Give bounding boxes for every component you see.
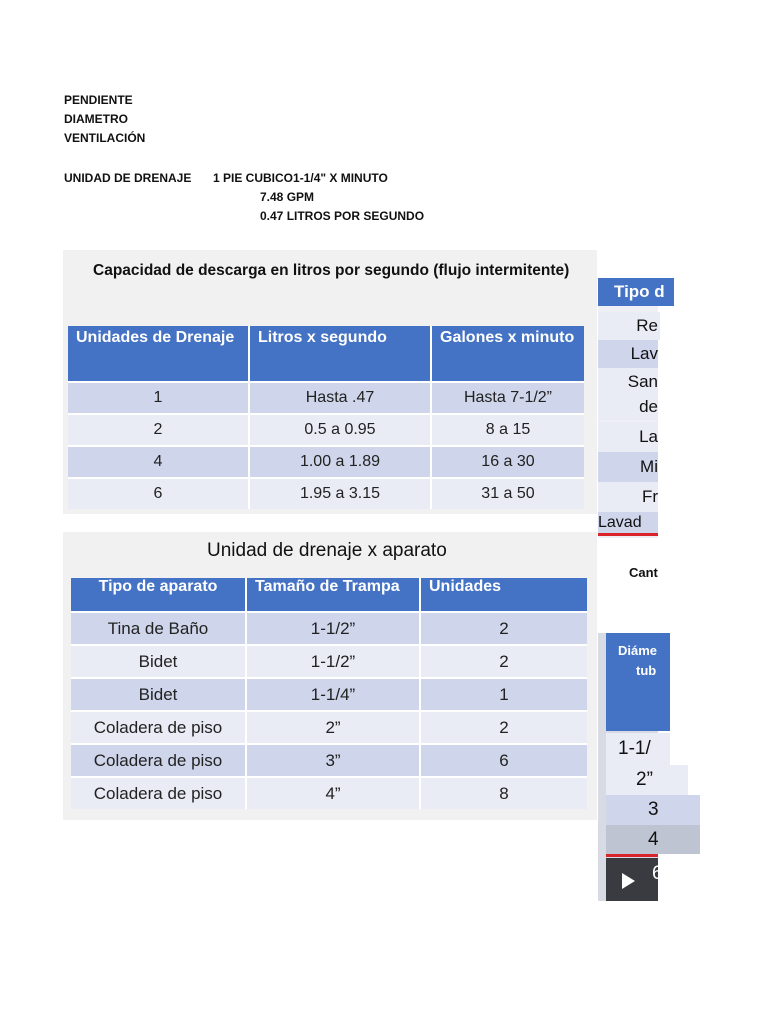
table-row bbox=[71, 744, 587, 777]
table-row bbox=[71, 711, 587, 744]
table-cell: Tina de Baño bbox=[71, 612, 246, 645]
fixture-title: Unidad de drenaje x aparato bbox=[207, 540, 447, 561]
notes-list bbox=[64, 91, 145, 148]
cropped-cell: La bbox=[598, 422, 658, 452]
drain-unit-value-2: 7.48 GPM bbox=[260, 190, 315, 204]
table-cell: 16 a 30 bbox=[431, 446, 584, 478]
table-cell: 1-1/4” bbox=[246, 678, 420, 711]
table-cell: 1.95 a 3.15 bbox=[249, 478, 431, 509]
table-row bbox=[68, 446, 584, 478]
fixture-slide bbox=[63, 532, 597, 820]
cropped-cell: 2” bbox=[606, 765, 688, 795]
table-cell: Coladera de piso bbox=[71, 711, 246, 744]
red-underline bbox=[598, 533, 658, 536]
fixture-header-trap: Tamaño de Trampa bbox=[246, 578, 420, 612]
table-cell: 2 bbox=[420, 645, 587, 678]
table-cell: 6 bbox=[68, 478, 249, 509]
cropped-header bbox=[606, 633, 670, 731]
cropped-cell: 3 bbox=[606, 795, 700, 825]
fixture-header-type: Tipo de aparato bbox=[71, 578, 246, 612]
note-pendiente: PENDIENTE bbox=[64, 93, 133, 107]
table-row bbox=[68, 382, 584, 414]
table-cell: 1.00 a 1.89 bbox=[249, 446, 431, 478]
table-cell: 4” bbox=[246, 777, 420, 809]
cropped-header-line: tub bbox=[636, 663, 657, 678]
table-cell: Hasta .47 bbox=[249, 382, 431, 414]
cropped-cell: San bbox=[598, 368, 658, 396]
table-cell: 2 bbox=[68, 414, 249, 446]
cropped-cell: 4 bbox=[606, 825, 700, 854]
cropped-table-bottom-right bbox=[598, 633, 663, 901]
table-row bbox=[71, 612, 587, 645]
table-cell: 1 bbox=[68, 382, 249, 414]
cropped-header: Tipo d bbox=[598, 278, 674, 306]
table-row bbox=[68, 478, 584, 509]
fixture-header-units: Unidades bbox=[420, 578, 587, 612]
cropped-header-line: Diáme bbox=[618, 643, 658, 658]
capacity-slide bbox=[63, 250, 597, 514]
drain-unit-label: UNIDAD DE DRENAJE bbox=[64, 171, 192, 185]
table-cell: 1-1/2” bbox=[246, 645, 420, 678]
cropped-cell: 1-1/ bbox=[606, 733, 670, 765]
cropped-cell: Lav bbox=[598, 340, 658, 368]
table-cell: 2 bbox=[420, 711, 587, 744]
cropped-cell: de bbox=[598, 394, 658, 420]
table-cell: 2” bbox=[246, 711, 420, 744]
capacity-table bbox=[68, 326, 584, 509]
fixture-table bbox=[71, 578, 587, 809]
table-cell: 3” bbox=[246, 744, 420, 777]
cropped-cell: Fr bbox=[598, 482, 658, 512]
table-cell: 31 a 50 bbox=[431, 478, 584, 509]
cropped-label: Cant bbox=[629, 565, 658, 580]
cropped-cell: Mi bbox=[598, 452, 658, 482]
note-ventilacion: VENTILACIÓN bbox=[64, 131, 146, 145]
table-cell: Coladera de piso bbox=[71, 777, 246, 809]
table-row bbox=[71, 678, 587, 711]
table-cell: 1-1/2” bbox=[246, 612, 420, 645]
note-diametro: DIAMETRO bbox=[64, 112, 128, 126]
table-cell: 4 bbox=[68, 446, 249, 478]
table-cell: 0.5 a 0.95 bbox=[249, 414, 431, 446]
table-cell: Bidet bbox=[71, 678, 246, 711]
table-row bbox=[68, 414, 584, 446]
table-cell: 2 bbox=[420, 612, 587, 645]
table-row bbox=[71, 645, 587, 678]
capacity-header-litros: Litros x segundo bbox=[249, 326, 431, 382]
table-cell: 8 a 15 bbox=[431, 414, 584, 446]
video-overlay-number: 6 bbox=[652, 863, 663, 884]
drain-unit-definition bbox=[64, 169, 424, 226]
red-underline bbox=[606, 854, 658, 857]
drain-unit-value-3: 0.47 LITROS POR SEGUNDO bbox=[260, 209, 425, 223]
capacity-title: Capacidad de descarga en litros por segundo (flujo intermitente) bbox=[93, 262, 570, 279]
capacity-header-galones: Galones x minuto bbox=[431, 326, 584, 382]
table-cell: 6 bbox=[420, 744, 587, 777]
capacity-header-units: Unidades de Drenaje bbox=[68, 326, 249, 382]
table-cell: Hasta 7-1/2” bbox=[431, 382, 584, 414]
play-icon[interactable] bbox=[622, 873, 635, 889]
table-row bbox=[71, 777, 587, 809]
table-cell: Coladera de piso bbox=[71, 744, 246, 777]
cropped-cell: Lavad bbox=[598, 512, 658, 534]
cropped-cell: Re bbox=[598, 312, 660, 340]
table-cell: 8 bbox=[420, 777, 587, 809]
table-cell: Bidet bbox=[71, 645, 246, 678]
drain-unit-value-1: 1 PIE CUBICO1-1/4" X MINUTO bbox=[213, 171, 388, 185]
cropped-table-top-right bbox=[598, 278, 665, 538]
table-cell: 1 bbox=[420, 678, 587, 711]
